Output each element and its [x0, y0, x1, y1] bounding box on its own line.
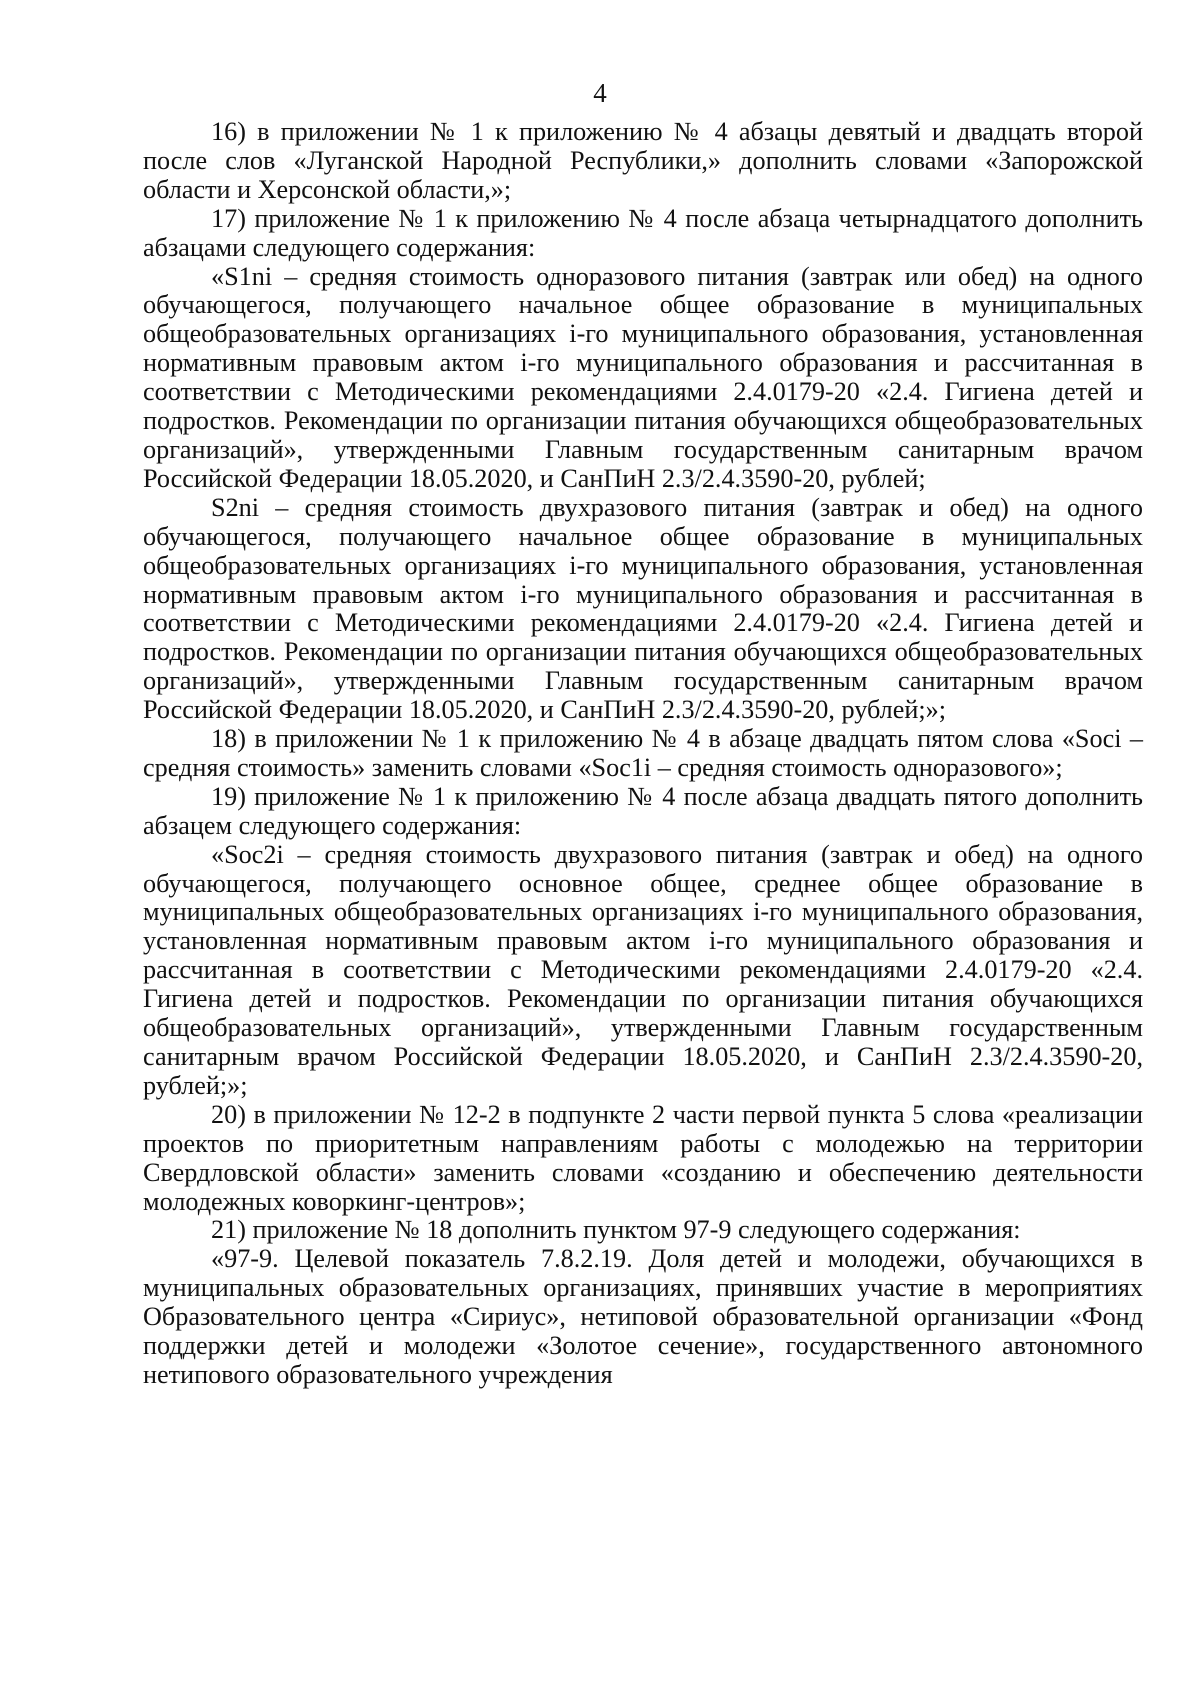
document-body — [143, 118, 1143, 1390]
paragraph-item-21: 21) приложение № 18 дополнить пунктом 97-9 следующего содержания: — [211, 1215, 1021, 1245]
paragraph-item-17: 17) приложение № 1 к приложению № 4 после абзаца четырнадцатого дополнить абзацами следующего содержания: — [143, 203, 1143, 262]
paragraph-item-19: 19) приложение № 1 к приложению № 4 после абзаца двадцать пятого дополнить абзацем следующего содержания: — [143, 781, 1143, 840]
paragraph-soc2i-definition: «Soc2i – средняя стоимость двухразового питания (завтрак и обед) на одного обучающегося, получающего основное общее, среднее общее образование в муниципальных общеобразовательных организациях i-го муниципального образования, установленная нормативным правовым актом i-го муниципального образования и рассчитанная в соответствии с Методическими рекомендациями 2.4.0179-20 «2.4. Гигиена детей и подростков. Рекомендации по организации питания обучающихся общеобразовательных организаций», утвержденными Главным государственным санитарным врачом Российской Федерации 18.05.2020, и СанПиН 2.3/2.4.3590-20, рублей;»; — [143, 839, 1143, 1100]
paragraph-s2ni-definition: S2ni – средняя стоимость двухразового питания (завтрак и обед) на одного обучающегося, получающего начальное общее образование в муниципальных общеобразовательных организациях i-го муниципального образования, установленная нормативным правовым актом i-го муниципального образования и рассчитанная в соответствии с Методическими рекомендациями 2.4.0179-20 «2.4. Гигиена детей и подростков. Рекомендации по организации питания обучающихся общеобразовательных организаций», утвержденными Главным государственным санитарным врачом Российской Федерации 18.05.2020, и СанПиН 2.3/2.4.3590-20, рублей;»; — [143, 492, 1143, 725]
page-number: 4 — [593, 78, 607, 108]
paragraph-item-18: 18) в приложении № 1 к приложению № 4 в абзаце двадцать пятом слова «Soci – средняя стоимость» заменить словами «Soc1i – средняя стоимость одноразового»; — [143, 724, 1143, 782]
paragraph-item-20: 20) в приложении № 12-2 в подпункте 2 части первой пункта 5 слова «реализации проектов по приоритетным направлениям работы с молодежью на территории Свердловской области» заменить словами «созданию и обеспечению деятельности молодежных коворкинг-центров»; — [143, 1099, 1143, 1216]
paragraph-item-97-9: «97-9. Целевой показатель 7.8.2.19. Доля детей и молодежи, обучающихся в муниципальных образовательных организациях, принявших участие в мероприятиях Образовательного центра «Сириус», нетиповой образовательной организации «Фонд поддержки детей и молодежи «Золотое сечение», государственного автономного нетипового образовательного учреждения — [143, 1244, 1143, 1389]
paragraph-item-16: 16) в приложении № 1 к приложению № 4 абзацы девятый и двадцать второй после слов «Луганской Народной Республики,» дополнить словами «Запорожской области и Херсонской области,»; — [143, 117, 1143, 204]
paragraph-s1ni-definition: «S1ni – средняя стоимость одноразового питания (завтрак или обед) на одного обучающегося, получающего начальное общее образование в муниципальных общеобразовательных организациях i-го муниципального образования, установленная нормативным правовым актом i-го муниципального образования и рассчитанная в соответствии с Методическими рекомендациями 2.4.0179-20 «2.4. Гигиена детей и подростков. Рекомендации по организации питания обучающихся общеобразовательных организаций», утвержденными Главным государственным санитарным врачом Российской Федерации 18.05.2020, и СанПиН 2.3/2.4.3590-20, рублей; — [143, 261, 1143, 493]
